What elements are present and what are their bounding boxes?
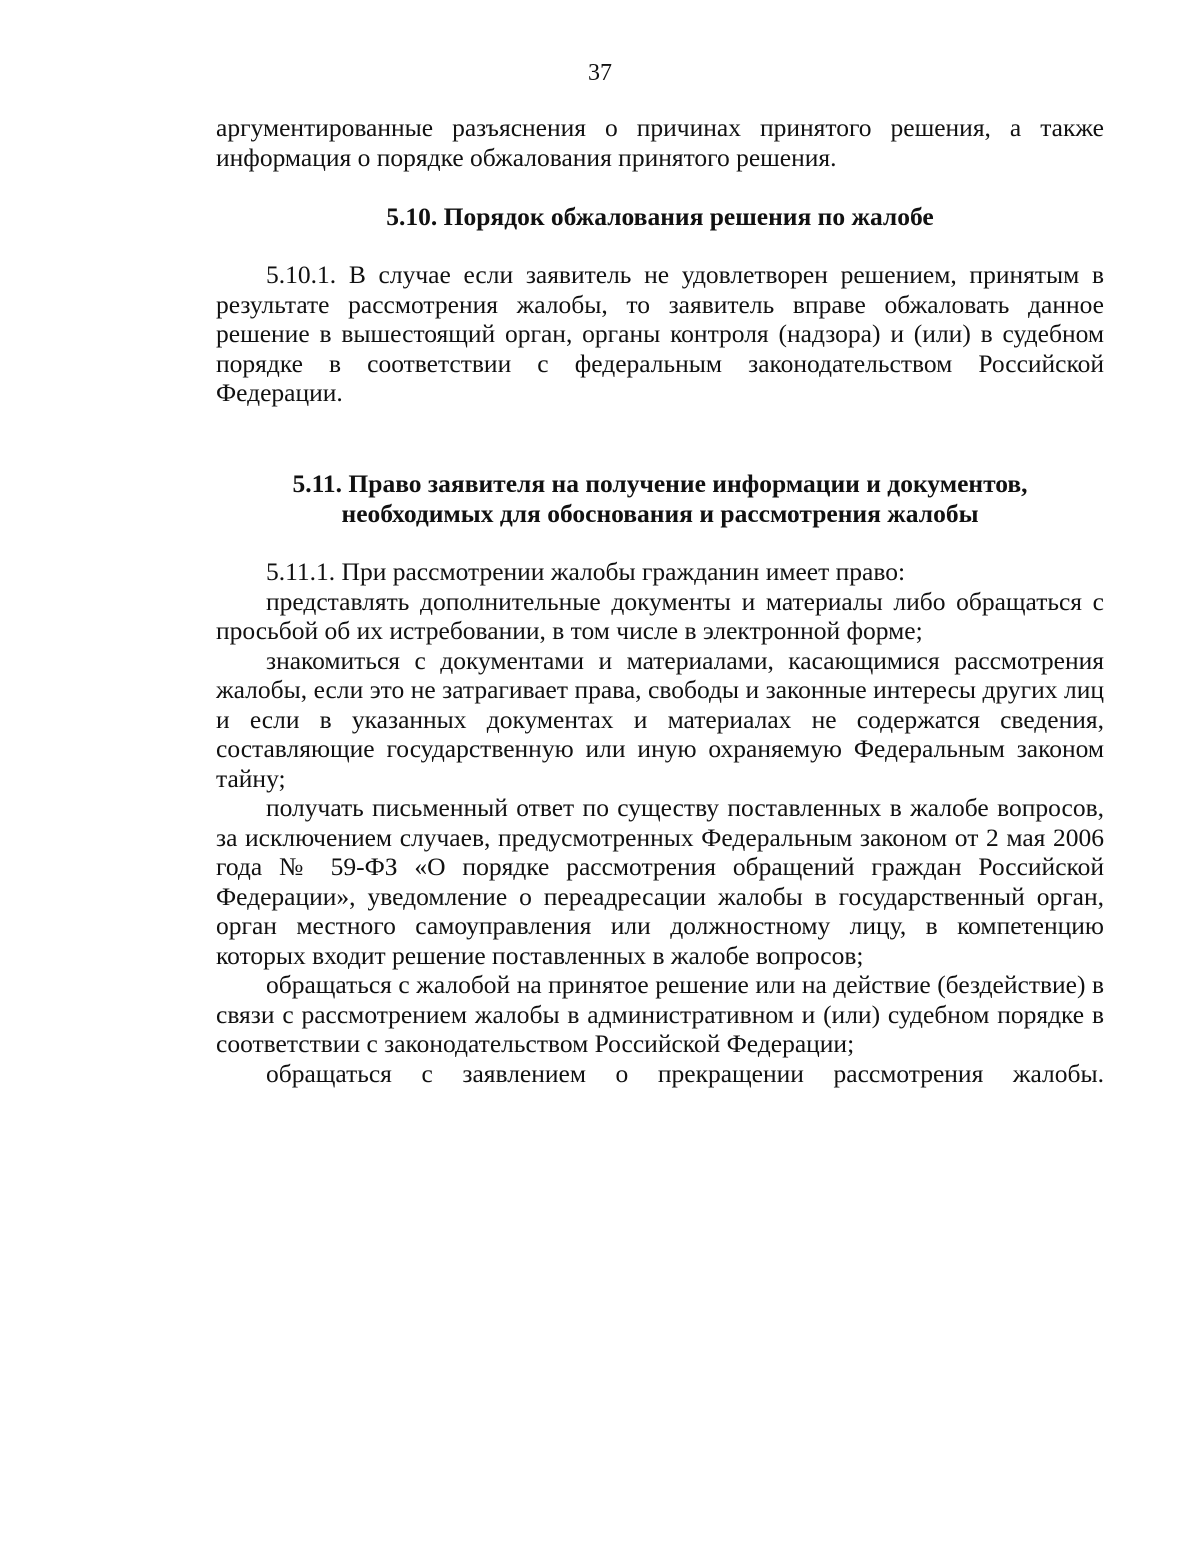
right-item-submit-documents: представлять дополнительные документы и материалы либо обращаться с просьбой об их истребовании, в том числе в электронной форме; [216,586,1104,645]
section-5-11-body [216,557,1104,1088]
section-5-10-heading: 5.10. Порядок обжалования решения по жалобе [386,202,934,231]
right-item-written-answer: получать письменный ответ по существу поставленных в жалобе вопросов, за исключением случаев, предусмотренных Федеральным законом от 2 мая 2006 года № 59-ФЗ «О порядке рассмотрения обращений граждан Российской Федерации», уведомление о переадресации жалобы в государственный орган, орган местного самоуправления или должностному лицу, в компетенцию которых входит решение поставленных в жалобе вопросов; [216,793,1104,970]
page-number: 37 [588,60,612,86]
section-5-11-heading-line-1: 5.11. Право заявителя на получение информации и документов, [292,469,1028,498]
intro-block [216,113,1104,172]
paragraph-5-11-1: 5.11.1. При рассмотрении жалобы гражданин имеет право: [266,557,906,586]
right-item-withdraw-complaint: обращаться с заявлением о прекращении рассмотрения жалобы. [266,1058,1104,1088]
section-5-10-body [216,260,1104,408]
intro-paragraph: аргументированные разъяснения о причинах принятого решения, а также информация о порядке обжалования принятого решения. [216,113,1104,172]
section-5-11-heading [216,469,1104,528]
paragraph-5-10-1: 5.10.1. В случае если заявитель не удовлетворен решением, принятым в результате рассмотрения жалобы, то заявитель вправе обжаловать данное решение в вышестоящий орган, органы контроля (надзора) и (или) в судебном порядке в соответствии с федеральным законодательством Российской Федерации. [216,260,1104,407]
right-item-appeal-decision: обращаться с жалобой на принятое решение или на действие (бездействие) в связи с рассмотрением жалобы в административном и (или) судебном порядке в соответствии с законодательством Российской Федерации; [216,970,1104,1058]
section-5-11-heading-block [216,469,1104,528]
section-5-11-heading-line-2: необходимых для обоснования и рассмотрения жалобы [341,498,979,528]
section-5-10-heading-block [216,202,1104,232]
right-item-review-materials: знакомиться с документами и материалами, касающимися рассмотрения жалобы, если это не затрагивает права, свободы и законные интересы других лиц и если в указанных документах и материалах не содержатся сведения, составляющие государственную или иную охраняемую Федеральным законом тайну; [216,645,1104,793]
